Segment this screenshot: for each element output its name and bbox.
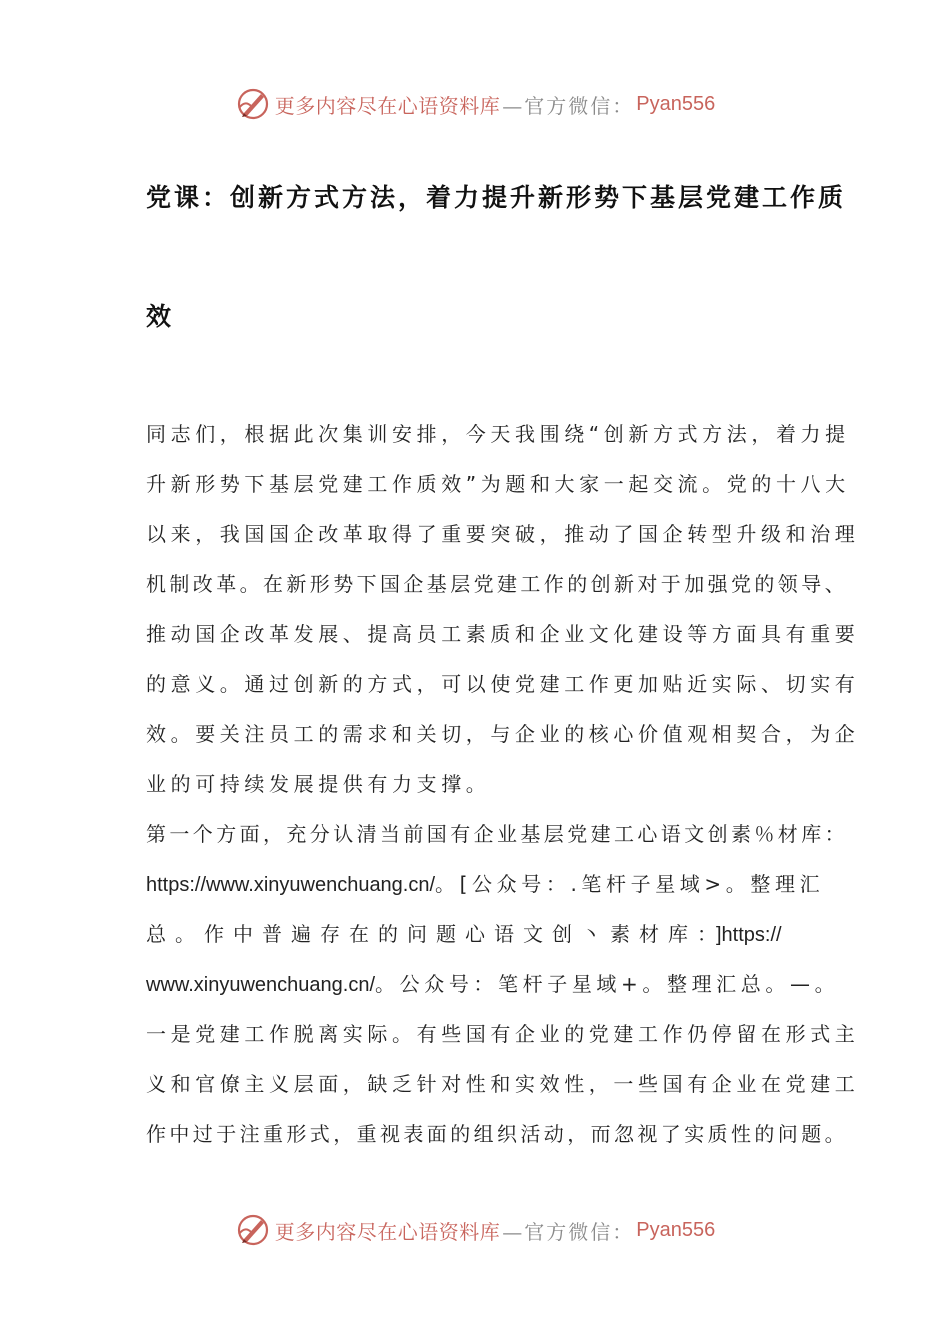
- body-line: 以来，我国国企改革取得了重要突破，推动了国企转型升级和治理: [146, 522, 860, 546]
- watermark-site-name: 更多内容尽在心语资料库: [274, 1219, 501, 1244]
- body-line-mixed: [146, 864, 836, 914]
- body-line: 义和官僚主义层面，缺乏针对性和实效性，一些国有企业在党建工: [146, 1072, 860, 1096]
- watermark-wechat-id: Pyan556: [636, 92, 716, 115]
- body-line: 的意义。通过创新的方式，可以使党建工作更加贴近实际、切实有: [146, 672, 860, 696]
- pen-seal-logo-icon: [235, 86, 271, 122]
- body-line: 推动国企改革发展、提高员工素质和企业文化建设等方面具有重要: [146, 622, 860, 646]
- watermark-site-name: 更多内容尽在心语资料库: [274, 93, 501, 118]
- document-title-line-1: 党课：创新方式方法，着力提升新形势下基层党建工作质: [146, 183, 847, 212]
- body-line: 机制改革。在新形势下国企基层党建工作的创新对于加强党的领导、: [146, 572, 848, 596]
- body-line: 第一个方面，充分认清当前国有企业基层党建工心语文创素％材库：: [146, 822, 848, 846]
- watermark-wechat-label: —官方微信：: [502, 1219, 635, 1244]
- body-text: 。公众号：笔杆子星域+。整理汇总。—。: [375, 972, 840, 996]
- document-title-line-2: 效: [146, 302, 175, 331]
- body-line-mixed: [146, 964, 840, 1014]
- pen-seal-logo-icon: [235, 1212, 271, 1248]
- body-line: 一是党建工作脱离实际。有些国有企业的党建工作仍停留在形式主: [146, 1022, 860, 1046]
- watermark-header: [0, 84, 950, 124]
- body-text: 。[公众号：.笔杆子星域>。整理汇: [435, 872, 825, 896]
- watermark-wechat-id: Pyan556: [636, 1218, 716, 1241]
- body-line: 同志们，根据此次集训安排，今天我围绕“创新方式方法，着力提: [146, 422, 850, 446]
- body-line: 业的可持续发展提供有力支撑。: [146, 772, 491, 796]
- watermark-wechat-label: —官方微信：: [502, 93, 635, 118]
- body-line: 升新形势下基层党建工作质效”为题和大家一起交流。党的十八大: [146, 472, 850, 496]
- body-text: 总。作中普遍存在的问题心语文创丶素材库：: [146, 922, 716, 946]
- body-url: https://www.xinyuwenchuang.cn/: [146, 874, 436, 896]
- document-body: [146, 414, 860, 1164]
- body-url: www.xinyuwenchuang.cn/: [146, 974, 376, 996]
- body-line: 作中过于注重形式，重视表面的组织活动，而忽视了实质性的问题。: [146, 1122, 848, 1146]
- body-line-mixed: [146, 914, 836, 964]
- body-line: 效。要关注员工的需求和关切，与企业的核心价值观相契合，为企: [146, 722, 860, 746]
- body-url: ]https://: [716, 924, 782, 946]
- watermark-footer: [0, 1210, 950, 1250]
